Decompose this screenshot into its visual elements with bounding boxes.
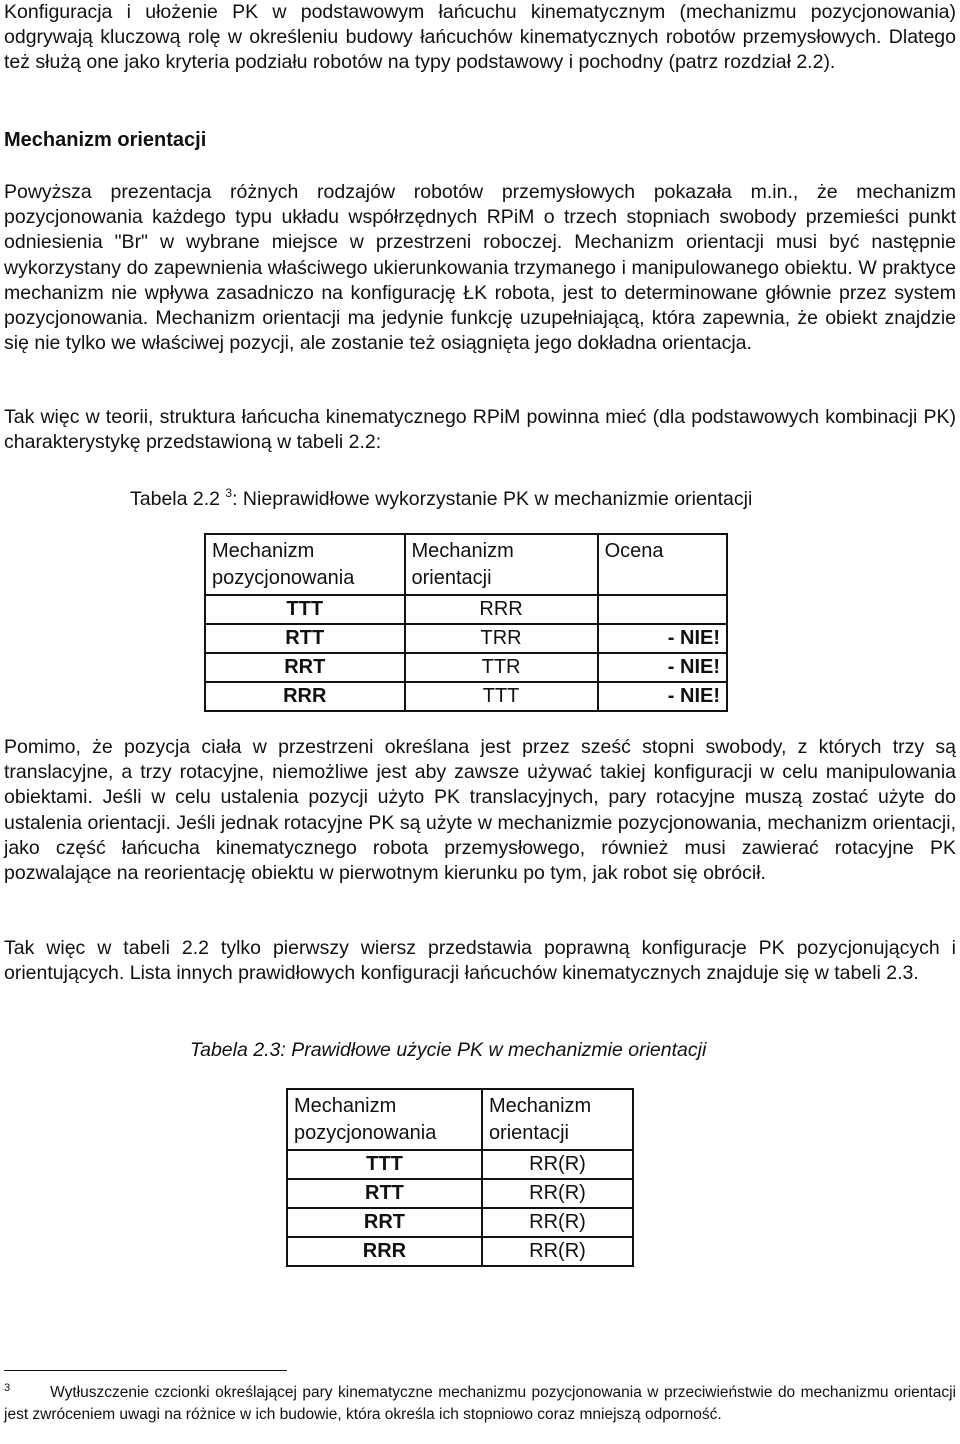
orientation-cell: RR(R): [482, 1237, 633, 1266]
intro-paragraph: Konfiguracja i ułożenie PK w podstawowym łańcuchu kinematycznym (mechanizmu pozycjonowania) odgrywają kluczową rolę w określeniu budowy łańcuchów kinematycznych robotów przemysłowych. Dlatego też służą one jako kryteria podziału robotów na typy podstawowy i pochodny (patrz rozdział 2.2).: [4, 1, 956, 74]
orientation-cell: RR(R): [482, 1179, 633, 1208]
positioning-cell: TTT: [287, 1150, 482, 1179]
positioning-cell: RTT: [287, 1179, 482, 1208]
table-row: [287, 1179, 633, 1208]
table-2-2: [204, 533, 728, 712]
table-row: [205, 595, 727, 624]
evaluation-cell: - NIE!: [598, 682, 727, 711]
footnote-divider: [4, 1370, 287, 1371]
table-row: [287, 1150, 633, 1179]
evaluation-cell: - NIE!: [598, 653, 727, 682]
header-orientation: Mechanizm orientacji: [482, 1089, 633, 1150]
table-row: [287, 1208, 633, 1237]
table-row: [287, 1237, 633, 1266]
header-evaluation: Ocena: [598, 534, 727, 595]
table-2-2-caption: [130, 480, 752, 512]
orientation-cell: TTT: [405, 682, 598, 711]
section-heading: Mechanizm orientacji: [4, 129, 207, 151]
rotation-paragraph: Pomimo, że pozycja ciała w przestrzeni określana jest przez sześć stopni swobody, z których trzy są translacyjne, a trzy rotacyjne, niemożliwe jest aby zawsze używać takiej konfiguracji w celu manipulowania obiektami. Jeśli w celu ustalenia pozycji użyto PK translacyjnych, pary rotacyjne muszą zostać użyte do ustalenia orientacji. Jeśli jednak rotacyjne PK są użyte w mechanizmie pozycjonowania, mechanizm orientacji, jako część łańcucha kinematycznego robota przemysłowego, również musi zawierać rotacyjne PK pozwalające na reorientację obiektu w pierwotnym kierunku po tym, jak robot się obrócił.: [4, 736, 956, 885]
table-row: [205, 624, 727, 653]
orientation-cell: RRR: [405, 595, 598, 624]
table-2-2-caption-text: : Nieprawidłowe wykorzystanie PK w mechanizmie orientacji: [232, 488, 753, 510]
table-row: [205, 653, 727, 682]
positioning-cell: RRT: [205, 653, 405, 682]
footnote-text: Wytłuszczenie czcionki określającej pary kinematyczne mechanizmu pozycjonowania w przeciwieństwie do mechanizmu orientacji jest zwróceniem uwagi na różnice w ich budowie, która określa ich stopniowo coraz mniejszą odporność.: [4, 1384, 956, 1423]
footnote-reference: 3: [225, 486, 233, 500]
footnote: [4, 1378, 956, 1425]
positioning-cell: TTT: [205, 595, 405, 624]
header-positioning: Mechanizm pozycjonowania: [205, 534, 405, 595]
header-orientation: Mechanizm orientacji: [405, 534, 598, 595]
orientation-paragraph: Powyższa prezentacja różnych rodzajów robotów przemysłowych pokazała m.in., że mechanizm pozycjonowania każdego typu układu współrzędnych RPiM o trzech stopniach swobody przemieści punkt odniesienia "Br" w wybrane miejsce w przestrzeni roboczej. Mechanizm orientacji musi być następnie wykorzystany do zapewnienia właściwego ukierunkowania trzymanego i manipulowanego obiektu. W praktyce mechanizm nie wpływa zasadniczo na konfigurację ŁK robota, jest to determinowane głównie przez system pozycjonowania. Mechanizm orientacji ma jedynie funkcję uzupełniającą, która zapewnia, że obiekt znajdzie się nie tylko we właściwej pozycji, ale zostanie też osiągnięta jego dokładna orientacja.: [4, 181, 956, 355]
table-2-3: [286, 1088, 634, 1267]
table-header-row: [287, 1089, 633, 1150]
table-2-2-caption-label: Tabela 2.2: [130, 488, 226, 510]
orientation-cell: RR(R): [482, 1150, 633, 1179]
header-positioning: Mechanizm pozycjonowania: [287, 1089, 482, 1150]
table-row: [205, 682, 727, 711]
positioning-cell: RTT: [205, 624, 405, 653]
positioning-cell: RRT: [287, 1208, 482, 1237]
evaluation-cell: - NIE!: [598, 624, 727, 653]
positioning-cell: RRR: [287, 1237, 482, 1266]
table-header-row: [205, 534, 727, 595]
evaluation-cell: [598, 595, 727, 624]
orientation-cell: RR(R): [482, 1208, 633, 1237]
orientation-cell: TTR: [405, 653, 598, 682]
footnote-number: 3: [4, 1382, 11, 1394]
theory-paragraph: Tak więc w teorii, struktura łańcucha kinematycznego RPiM powinna mieć (dla podstawowych kombinacji PK) charakterystykę przedstawioną w tabeli 2.2:: [4, 406, 956, 454]
table-2-3-caption: Tabela 2.3: Prawidłowe użycie PK w mechanizmie orientacji: [190, 1039, 707, 1061]
orientation-cell: TRR: [405, 624, 598, 653]
positioning-cell: RRR: [205, 682, 405, 711]
summary-paragraph: Tak więc w tabeli 2.2 tylko pierwszy wiersz przedstawia poprawną konfiguracje PK pozycjonujących i orientujących. Lista innych prawidłowych konfiguracji łańcuchów kinematycznych znajduje się w tabeli 2.3.: [4, 937, 956, 985]
